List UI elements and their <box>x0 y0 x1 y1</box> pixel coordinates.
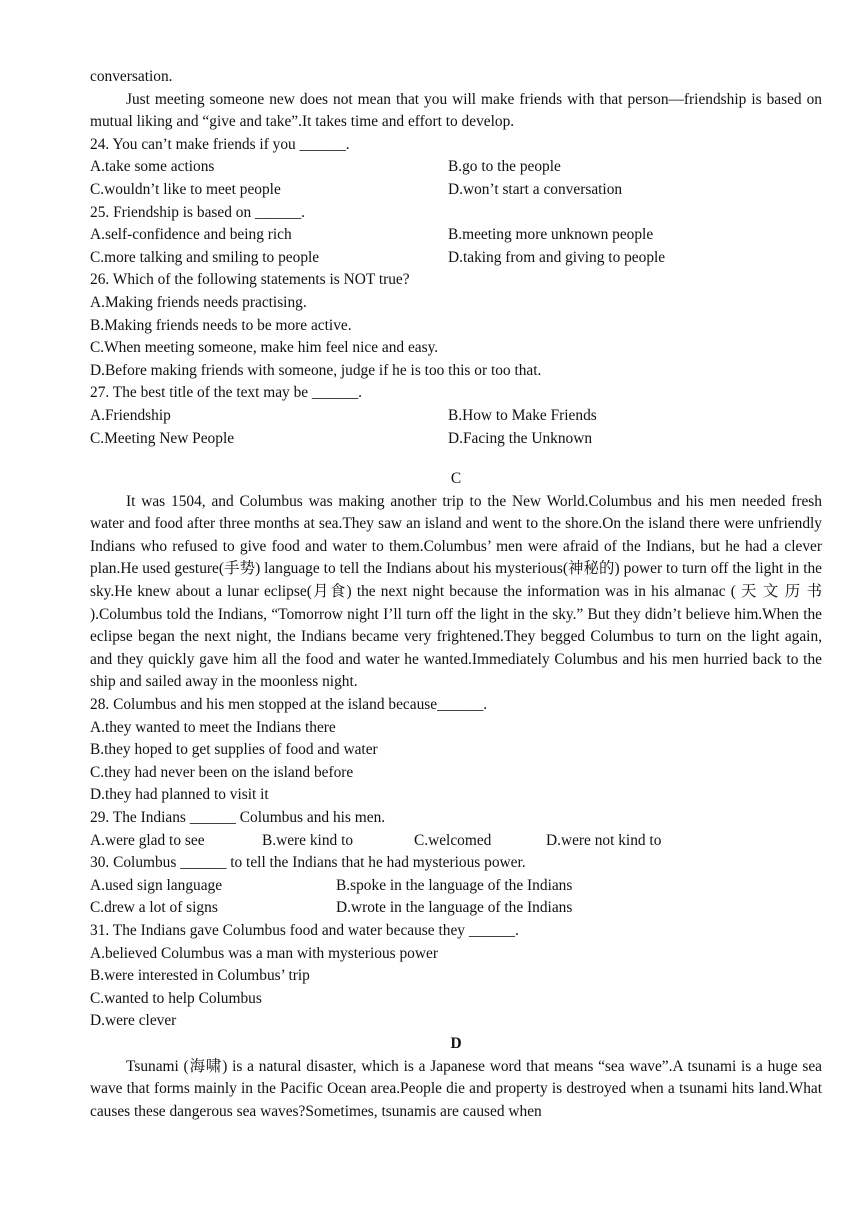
exam-page <box>90 66 822 1123</box>
option-24-a: A.take some actions <box>90 158 215 176</box>
question-30-options-row-1 <box>90 875 822 898</box>
option-28-a: A.they wanted to meet the Indians there <box>90 718 336 736</box>
option-29-b: B.were kind to <box>262 831 354 849</box>
option-30-c: C.drew a lot of signs <box>90 899 218 917</box>
option-27-c: C.Meeting New People <box>90 429 235 447</box>
option-28-c: C.they had never been on the island before <box>90 763 354 781</box>
question-24-options-row-1 <box>90 156 822 179</box>
option-26-a: A.Making friends needs practising. <box>90 293 307 311</box>
option-26-c: C.When meeting someone, make him feel nice and easy. <box>90 339 439 357</box>
option-25-a: A.self-confidence and being rich <box>90 226 292 244</box>
section-c-passage: It was 1504, and Columbus was making another trip to the New World.Columbus and his men needed fresh water and food after three months at sea.They saw an island and went to the shore.On the island there were unfriendly Indians who refused to give food and water to them.Columbus’ men were afraid of the Indians, but he had a clever plan.He used gesture(手势) language to tell the Indians about his mysterious(神秘的) power to turn off the light in the sky.He knew about a lunar eclipse(月食) the next night because the information was in his almanac ( 天 文 历 书 ).Columbus told the Indians, “Tomorrow night I’ll turn off the light in the sky.” But they didn’t believe him.When the eclipse began the next night, the Indians became very frightened.They begged Columbus to turn on the light again, and they quickly gave him all the food and water he wanted.Immediately Columbus and his men hurried back to the ship and sailed away in the moonless night. <box>90 492 822 691</box>
section-c-heading: C <box>450 470 462 488</box>
question-27-options-row-1 <box>90 405 822 428</box>
option-29-d: D.were not kind to <box>546 831 662 849</box>
option-29-a: A.were glad to see <box>90 831 205 849</box>
option-24-d: D.won’t start a conversation <box>448 180 623 198</box>
question-29-stem: 29. The Indians ______ Columbus and his men. <box>90 809 386 826</box>
question-31-stem: 31. The Indians gave Columbus food and water because they ______. <box>90 921 519 939</box>
question-25-options-row-2 <box>90 247 822 270</box>
option-31-a: A.believed Columbus was a man with mysterious power <box>90 944 438 962</box>
question-26-stem: 26. Which of the following statements is NOT true? <box>90 271 410 289</box>
option-29-c: C.welcomed <box>414 831 492 849</box>
question-28-stem: 28. Columbus and his men stopped at the island because______. <box>90 696 488 714</box>
question-24-options-row-2 <box>90 179 822 202</box>
option-25-d: D.taking from and giving to people <box>448 248 666 266</box>
question-27-options-row-2 <box>90 428 822 451</box>
question-30-stem: 30. Columbus ______ to tell the Indians that he had mysterious power. <box>90 854 526 872</box>
passage-b-tail: conversation. <box>90 68 173 85</box>
option-25-c: C.more talking and smiling to people <box>90 248 320 266</box>
question-24-stem: 24. You can’t make friends if you ______. <box>90 135 350 153</box>
option-30-d: D.wrote in the language of the Indians <box>336 899 573 917</box>
section-d-heading: D <box>450 1034 462 1052</box>
option-24-c: C.wouldn’t like to meet people <box>90 180 281 198</box>
option-28-d: D.they had planned to visit it <box>90 786 269 804</box>
passage-b-final-paragraph: Just meeting someone new does not mean that you will make friends with that person—friendship is based on mutual liking and “give and take”.It takes time and effort to develop. <box>90 90 822 131</box>
option-24-b: B.go to the people <box>448 158 561 176</box>
option-31-b: B.were interested in Columbus’ trip <box>90 967 310 985</box>
option-30-a: A.used sign language <box>90 876 223 894</box>
section-spacer <box>90 450 822 468</box>
option-27-d: D.Facing the Unknown <box>448 429 593 447</box>
question-29-options-row <box>90 830 822 853</box>
option-31-c: C.wanted to help Columbus <box>90 989 262 1007</box>
question-25-options-row-1 <box>90 224 822 247</box>
question-30-options-row-2 <box>90 897 822 920</box>
option-26-b: B.Making friends needs to be more active. <box>90 316 352 334</box>
option-31-d: D.were clever <box>90 1012 177 1030</box>
option-28-b: B.they hoped to get supplies of food and water <box>90 741 378 759</box>
option-27-b: B.How to Make Friends <box>448 406 597 424</box>
option-30-b: B.spoke in the language of the Indians <box>336 876 573 894</box>
option-27-a: A.Friendship <box>90 406 171 424</box>
question-27-stem: 27. The best title of the text may be ______. <box>90 384 362 402</box>
section-d-passage: Tsunami (海啸) is a natural disaster, which is a Japanese word that means “sea wave”.A tsunami is a huge sea wave that forms mainly in the Pacific Ocean area.People die and property is destroyed when a tsunami hits land.What causes these dangerous sea waves?Sometimes, tsunamis are caused when <box>90 1057 822 1120</box>
option-26-d: D.Before making friends with someone, judge if he is too this or too that. <box>90 361 542 379</box>
question-25-stem: 25. Friendship is based on ______. <box>90 203 306 221</box>
option-25-b: B.meeting more unknown people <box>448 226 654 244</box>
